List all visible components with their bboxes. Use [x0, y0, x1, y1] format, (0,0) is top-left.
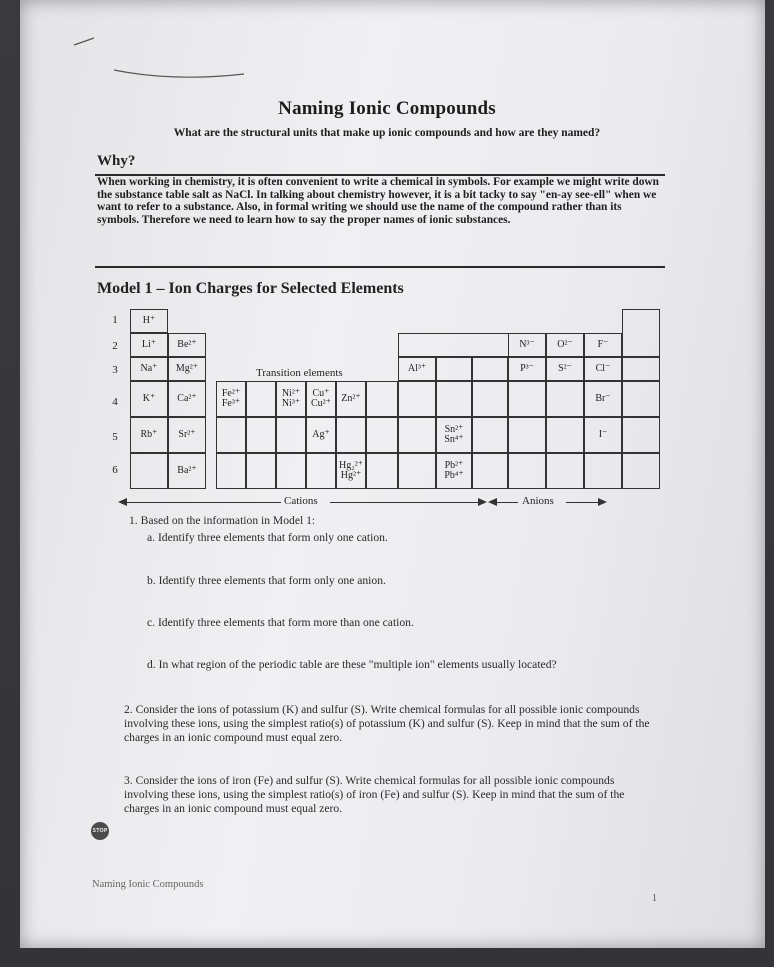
cell-empty: [398, 417, 436, 453]
ion-label: Cu⁺: [312, 388, 330, 399]
ion-label: Ca²⁺: [177, 393, 197, 404]
transition-elements-label: Transition elements: [256, 367, 343, 379]
ion-label: S²⁻: [558, 363, 572, 374]
row-number: 4: [112, 396, 118, 408]
cell-Li: [130, 333, 168, 357]
cell-empty: [436, 357, 472, 381]
cell-Ni: [276, 381, 306, 417]
cell-empty: [622, 417, 660, 453]
cell-empty: [216, 453, 246, 489]
ion-label: Rb⁺: [140, 429, 158, 440]
ion-label: Be²⁺: [177, 339, 197, 350]
model-title: Model 1 – Ion Charges for Selected Elements: [97, 280, 404, 297]
cell-empty: [546, 453, 584, 489]
cell-P: [508, 357, 546, 381]
cations-label: Cations: [284, 495, 318, 507]
ion-label: F⁻: [597, 339, 609, 350]
cell-empty: [622, 309, 660, 357]
ion-label: Sr²⁺: [178, 429, 196, 440]
footer-title: Naming Ionic Compounds: [92, 879, 204, 890]
ion-label: K⁺: [142, 393, 156, 404]
anions-label: Anions: [522, 495, 554, 507]
cell-F: [584, 333, 622, 357]
cations-arrow: [126, 502, 281, 503]
ion-label: Fe³⁺: [221, 398, 241, 409]
cell-empty: [472, 357, 508, 381]
ion-label: Sn²⁺: [444, 424, 464, 435]
row-number: 6: [112, 464, 118, 476]
cell-empty: [546, 417, 584, 453]
cell-empty: [622, 453, 660, 489]
ion-label: Pb²⁺: [444, 460, 464, 471]
cell-empty: [472, 453, 508, 489]
pen-mark: [54, 30, 264, 90]
ion-label: Ni³⁺: [281, 398, 301, 409]
cell-Ca: [168, 381, 206, 417]
row-number: 3: [112, 364, 118, 376]
cell-empty: [584, 453, 622, 489]
question-1d: d. In what region of the periodic table are these "multiple ion" elements usually located?: [147, 658, 557, 671]
cell-empty: [246, 381, 276, 417]
cell-empty: [398, 333, 508, 357]
ion-label: N³⁻: [519, 339, 535, 350]
ion-label: Mg²⁺: [175, 363, 199, 374]
why-paragraph: When working in chemistry, it is often convenient to write a chemical in symbols. For example we might write down the substance table salt as NaCl. In talking about chemistry however, it is a bit tacky to say "en-ay see-ell" when we want to refer to a substance. Also, in formal writing we should use the name of the compound rather than its symbols. Therefore we need to learn how to say the proper names of ionic substances.: [97, 176, 659, 226]
ion-label: Ni²⁺: [281, 388, 301, 399]
why-heading: Why?: [97, 153, 136, 169]
cell-Sr: [168, 417, 206, 453]
cell-O: [546, 333, 584, 357]
document-title: Naming Ionic Compounds: [278, 98, 496, 119]
cell-empty: [276, 417, 306, 453]
ion-label: Al³⁺: [407, 363, 427, 374]
ion-label: Na⁺: [140, 363, 158, 374]
ion-label: Br⁻: [595, 393, 611, 404]
arrow-right-icon: [598, 498, 607, 506]
question-1a: a. Identify three elements that form only one cation.: [147, 531, 388, 544]
ion-label: Cu²⁺: [311, 398, 331, 409]
cell-Ag: [306, 417, 336, 453]
page-number: 1: [652, 893, 657, 904]
cell-Zn: [336, 381, 366, 417]
cell-empty: [508, 453, 546, 489]
cell-empty: [472, 381, 508, 417]
row-number: 1: [112, 314, 118, 326]
cell-empty: [130, 453, 168, 489]
cell-empty: [306, 453, 336, 489]
cell-Mg: [168, 357, 206, 381]
cell-empty: [366, 381, 398, 417]
ion-label: Fe²⁺: [221, 388, 241, 399]
cell-Al: [398, 357, 436, 381]
cell-H: [130, 309, 168, 333]
cell-empty: [366, 453, 398, 489]
cell-empty: [622, 381, 660, 417]
arrow-right-icon: [478, 498, 487, 506]
cell-empty: [546, 381, 584, 417]
cell-empty: [366, 417, 398, 453]
cell-empty: [436, 381, 472, 417]
cell-Be: [168, 333, 206, 357]
cell-empty: [276, 453, 306, 489]
cell-Cl: [584, 357, 622, 381]
ion-label: Zn²⁺: [341, 393, 361, 404]
cations-arrow: [330, 502, 480, 503]
ion-label: H⁺: [142, 315, 156, 326]
cell-Ba: [168, 453, 206, 489]
question-1c: c. Identify three elements that form more than one cation.: [147, 616, 414, 629]
cell-empty: [398, 381, 436, 417]
cell-Na: [130, 357, 168, 381]
question-1b: b. Identify three elements that form only one anion.: [147, 574, 386, 587]
cell-Cu: [306, 381, 336, 417]
row-number: 2: [112, 340, 118, 352]
cell-Br: [584, 381, 622, 417]
cell-empty: [622, 357, 660, 381]
cell-Pb: [436, 453, 472, 489]
question-1: 1. Based on the information in Model 1:: [129, 514, 316, 527]
cell-empty: [246, 453, 276, 489]
cell-Rb: [130, 417, 168, 453]
anions-arrow: [566, 502, 600, 503]
ion-label: Sn⁴⁺: [444, 434, 464, 445]
ion-label: O²⁻: [557, 339, 573, 350]
ion-label: I⁻: [598, 429, 608, 440]
ion-label: Pb⁴⁺: [444, 470, 464, 481]
cell-empty: [336, 417, 366, 453]
cell-empty: [398, 453, 436, 489]
row-number: 5: [112, 431, 118, 443]
cell-Hg: [336, 453, 366, 489]
cell-N: [508, 333, 546, 357]
divider: [95, 266, 665, 268]
cell-S: [546, 357, 584, 381]
cell-empty: [246, 417, 276, 453]
ion-label: Ba²⁺: [177, 465, 197, 476]
document-subtitle: What are the structural units that make up ionic compounds and how are they named?: [173, 127, 601, 139]
cell-empty: [472, 417, 508, 453]
question-3: 3. Consider the ions of iron (Fe) and sulfur (S). Write chemical formulas for all possible ionic compounds involving these ions, using the simplest ratio(s) of iron (Fe) and sulfur (S). Keep in mind that the sum of the charges in an ionic compound must equal zero.: [124, 774, 625, 815]
ion-label: Li⁺: [141, 339, 157, 350]
periodic-table: [108, 309, 660, 497]
question-2: 2. Consider the ions of potassium (K) and sulfur (S). Write chemical formulas for all possible ionic compounds involving these ions, using the simplest ratio(s) of potassium (K) and sulfur (S). Keep in mind that the sum of the charges in an ionic compound must equal zero.: [124, 703, 650, 744]
anions-arrow: [496, 502, 518, 503]
cell-empty: [216, 417, 246, 453]
cell-K: [130, 381, 168, 417]
cell-I: [584, 417, 622, 453]
ion-label: Ag⁺: [312, 429, 330, 440]
cell-empty: [508, 381, 546, 417]
cell-empty: [508, 417, 546, 453]
ion-label: Cl⁻: [595, 363, 611, 374]
ion-label: Hg₂²⁺: [339, 460, 363, 471]
cell-Fe: [216, 381, 246, 417]
cell-Sn: [436, 417, 472, 453]
stop-icon: STOP: [91, 822, 109, 840]
ion-label: P³⁻: [520, 363, 534, 374]
ion-label: Hg²⁺: [340, 470, 362, 481]
